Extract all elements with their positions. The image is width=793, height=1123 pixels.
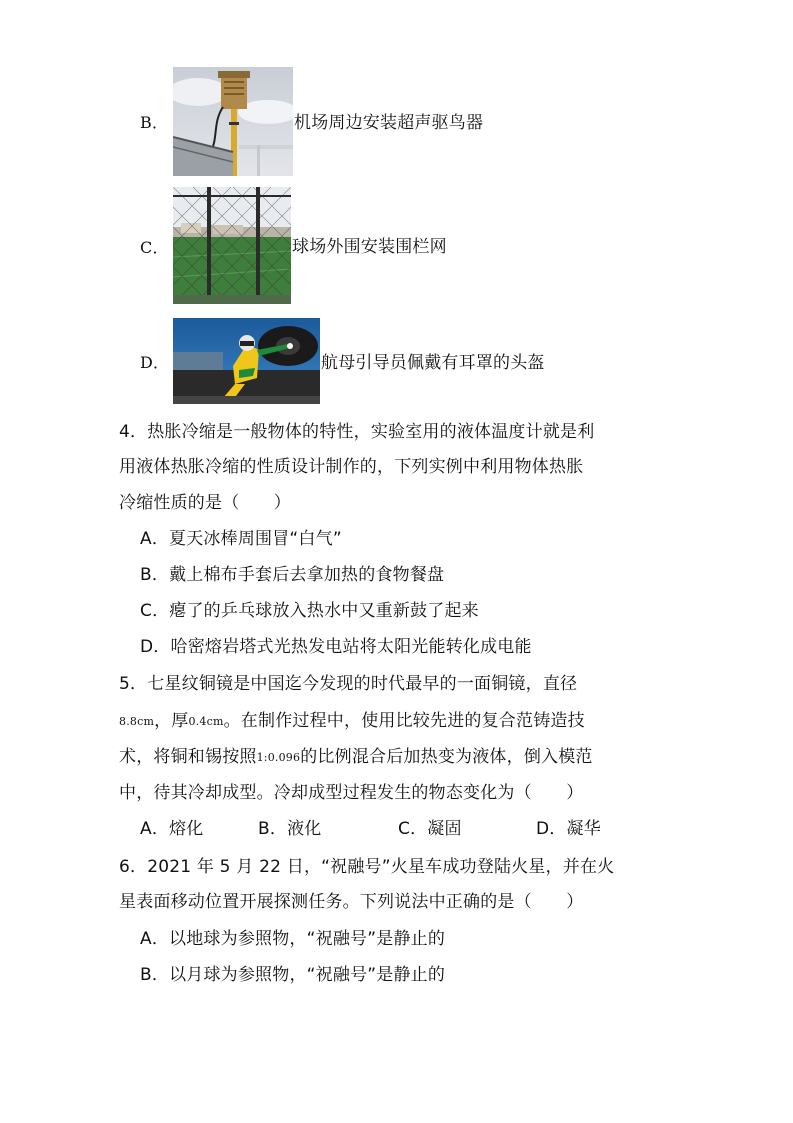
question-5-line-3: 术，将铜和锡按照1:0.096的比例混合后加热变为液体，倒入模范 [119,747,593,767]
diameter-value: 8.8cm [119,715,155,728]
option-3c-label: C． [140,238,169,257]
option-3d-label: D． [140,353,170,372]
question-6-line-1: 6．2021 年 5 月 22 日，“祝融号”火星车成功登陆火星，并在火 [119,857,615,877]
ultrasonic-bird-repeller-photo [173,67,293,176]
question-5-line-1: 5．七星纹铜镜是中国迄今发现的时代最早的一面铜镜，直径 [119,674,578,694]
carrier-deck-director-photo [173,318,320,404]
question-6-option-a: A．以地球为参照物，“祝融号”是静止的 [140,929,446,949]
question-4-option-b: B．戴上棉布手套后去拿加热的食物餐盘 [140,565,445,585]
question-4-option-c: C．瘪了的乒乓球放入热水中又重新鼓了起来 [140,601,479,621]
question-4-line-3: 冷缩性质的是（ ） [119,493,291,513]
question-5-line-4: 中，待其冷却成型。冷却成型过程发生的物态变化为（ ） [119,783,584,803]
question-5-line-2: 8.8cm，厚0.4cm。在制作过程中，使用比较先进的复合范铸造技 [119,711,585,731]
option-3d-text: 航母引导员佩戴有耳罩的头盔 [321,353,545,373]
question-4-option-a: A．夏天冰棒周围冒“白气” [140,529,342,549]
question-6-line-2: 星表面移动位置开展探测任务。下列说法中正确的是（ ） [119,892,584,912]
thickness-value: 0.4cm [188,715,224,728]
question-5-option-d: D．凝华 [536,819,601,839]
question-5-option-c: C．凝固 [398,819,462,839]
question-6-option-b: B．以月球为参照物，“祝融号”是静止的 [140,965,446,985]
question-5-option-a: A．熔化 [140,819,204,839]
option-3b-text: 机场周边安装超声驱鸟器 [294,113,484,133]
question-5-option-b: B．液化 [258,819,322,839]
option-3b-label: B． [140,113,169,132]
stadium-fence-net-photo [173,187,291,304]
question-4-option-d: D．哈密熔岩塔式光热发电站将太阳光能转化成电能 [140,637,532,657]
option-3c-text: 球场外围安装围栏网 [292,237,447,257]
question-4-line-1: 4．热胀冷缩是一般物体的特性，实验室用的液体温度计就是利 [119,422,595,442]
question-4-line-2: 用液体热胀冷缩的性质设计制作的，下列实例中利用物体热胀 [119,457,584,477]
ratio-value: 1:0.096 [256,751,301,764]
